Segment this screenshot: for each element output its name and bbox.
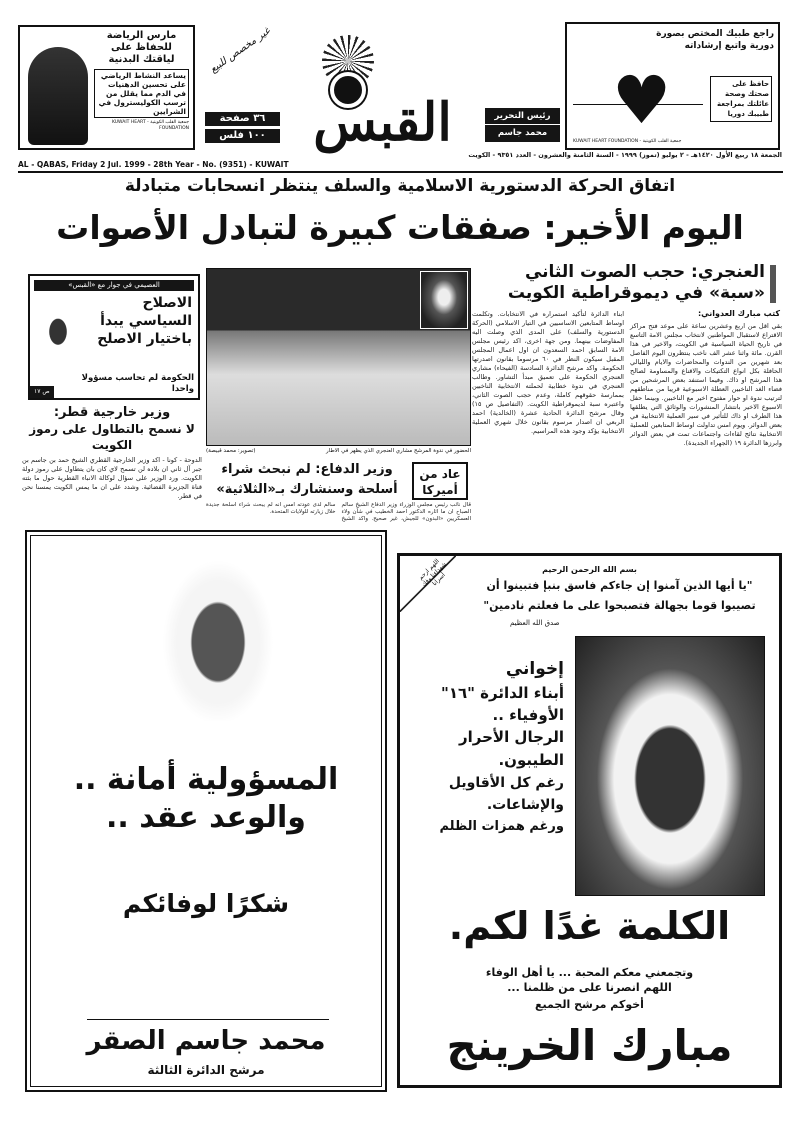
anizi-headline-2: «سبة» في ديموقراطية الكويت xyxy=(507,283,765,303)
not-for-sale-label: غير مخصص للبيع xyxy=(208,25,273,76)
qatar-kicker: وزير خارجية قطر: xyxy=(53,405,171,420)
saqr-subtitle: مرشح الدائرة الثالثة xyxy=(147,1063,265,1077)
reform-bullet: الحكومة لم تحاسب مسؤولا واحدا xyxy=(81,373,194,394)
verse-end: صدق الله العظيم xyxy=(510,619,560,627)
line-8: ورغم همزات الظلم xyxy=(439,819,564,834)
anizi-headline xyxy=(470,262,765,304)
photo-caption xyxy=(206,448,471,455)
qatar-story xyxy=(22,404,202,501)
masthead-rule xyxy=(18,171,783,173)
lead-headline: اليوم الأخير: صفقات كبيرة لتبادل الأصوات xyxy=(56,208,744,247)
ad-sponsor: جمعية القلب الكويتية - KUWAIT HEART FOUNDATION xyxy=(111,120,189,131)
event-photo xyxy=(206,268,471,446)
line-4: الرجال الأحرار xyxy=(458,728,564,746)
line-1: إخواني xyxy=(505,659,564,679)
ad-left-top xyxy=(18,25,195,150)
khraineej-name: مبارك الخرينج xyxy=(446,1021,733,1070)
verse-1: "يا أيها الذين آمنوا إن جاءكم فاسق بنبإ فتبينوا أن xyxy=(486,579,753,592)
ecg-line xyxy=(573,104,703,105)
prayer-2: اللهم انصرنا على من ظلمنا ... xyxy=(507,981,672,994)
ad-title: راجع طبيك المختص بصورة دورية واتبع إرشاداته xyxy=(656,29,774,51)
line-3: الأوفياء .. xyxy=(492,706,564,724)
ad-title: مارس الرياضة للحفاظ على لياقتك البدنية xyxy=(106,30,177,65)
date-arabic: الجمعة ١٨ ربيع الأول ١٤٢٠هـ - ٢ يوليو (تموز) ١٩٩٩ - السنة الثامنة والعشرون - العدد ٩٣٥١ - الكويت xyxy=(468,151,782,159)
lead-kicker: اتفاق الحركة الدستورية الاسلامية والسلف ينتظر انسحابات متبادلة xyxy=(124,176,676,196)
page-ref: ص ١٧ xyxy=(30,386,54,398)
editor-box xyxy=(485,108,560,154)
qatar-body: الدوحة - كونا - اكد وزير الخارجية القطري الشيخ حمد بن جاسم بن جبر آل ثاني ان بلاده لن تسمح لاي كان بان يتطاول على رموز دولة الكويت. ورد الوزير على سؤال لوكالة الانباء القطرية حول ما بثته قناة الجزيرة الفضائية. وشدد على ان ما يمس الكويت يمسنا نحن في قطر. xyxy=(22,456,202,500)
khraineej-lines xyxy=(402,656,564,838)
candidate-inset-photo xyxy=(420,271,468,329)
ad-saqr xyxy=(25,530,387,1092)
defense-headline xyxy=(206,460,408,500)
editor-name: محمد جاسم الصقر xyxy=(497,128,548,154)
line-2: أبناء الدائرة "١٦" xyxy=(441,684,564,702)
reform-kicker: العصيمي في جوار مع «القبس» xyxy=(34,280,194,291)
runner-illustration xyxy=(28,47,88,145)
ad-sponsor: جمعية القلب الكويتية - KUWAIT HEART FOUNDATION xyxy=(573,139,682,144)
line-5: الطيبون. xyxy=(498,751,564,769)
pages-badge: ٣٦ صفحة xyxy=(205,112,280,126)
reform-interview-box xyxy=(28,274,200,400)
interviewee-photo xyxy=(38,302,78,356)
ad-body: حافظ على صحتك وصحة عائلتك بمراجعة طبيبك دوريا xyxy=(710,76,772,122)
reform-headline: الاصلاح السياسي يبدأ باختيار الاصلح xyxy=(97,295,192,347)
newspaper-logo: القبس xyxy=(313,92,452,153)
saqr-name: محمد جاسم الصقر xyxy=(86,1026,326,1056)
ad-body: يساعد النشاط الرياضي على تحسين الدهنيات في الدم مما يقلل من ترسب الكوليسترول في الشرايين xyxy=(94,69,189,118)
ad-khraineej xyxy=(397,553,782,1088)
saqr-thanks: شكرًا لوفائكم xyxy=(122,889,290,918)
ribbon-text: اللهم ارحم شهداءنا وفك أسرانا xyxy=(417,557,448,589)
price-badge: ١٠٠ فلس xyxy=(205,129,280,143)
heart-icon: ♥ xyxy=(612,62,672,139)
byline: كتب مبارك العدواني: xyxy=(697,309,780,318)
saqr-line-1: المسؤولية أمانة .. xyxy=(73,762,339,797)
candidate-photo xyxy=(153,546,283,721)
line-7: والإشاعات. xyxy=(486,797,564,813)
editor-label: رئيس التحرير xyxy=(485,108,560,125)
ad-right-top xyxy=(565,22,780,150)
candidate-photo xyxy=(575,636,765,896)
defense-tag: عاد من أميركا xyxy=(412,462,468,500)
divider xyxy=(87,1019,329,1020)
anizi-col-left: ابناء الدائرة لتأكيد استمراره في الانتخابات. وتكلمت اوساط المتابعين الاساسيين في التيار الاسلامي (الحركة الدستورية والسلف) على المدى الذي وصلت اليه المفاوضات بينهما. ومن جهة اخرى، اكد رئيس مجلس الامة السابق احمد السعدون ان اول اعمال المجلس المقبل سيكون النظر في ٦٠ مرسوما بقانون اصدرتها الحكومة. واكد مرشح الدائرة السادسة (الفيحاء) مشاري العنجري الحكومة على تعميق مبدأ التشاور. وطالب العنجري في ندوة خطابية لحملته الانتخابية الناخبين بممارسة حقوقهم كاملة، وعدم حجب الصوت الثاني، واعتبره سبة لديموقراطية الكويت. (التفاصيل ص ١٥) وقال مرشح الدائرة الحادية عشرة (الخالدية) احمد الربعي ان اصدار مرسوم بقانون خلال شهري العملية الانتخابية يؤكد وجود هذه المراسيم. xyxy=(472,310,624,435)
anizi-col-right: بقي اقل من اربع وعشرين ساعة على موعد فتح مراكز الاقتراع لاستقبال المواطنين لانتخاب مجلس الامة التاسع في تاريخ الحياة السياسية في الكويت، والاخير في هذا القرن. مائة واثنا عشر الف ناخب ينتظرون اليوم الفاصل بعد شهرين من الندوات والمحاضرات والايام والليالي الحافلة بكل انواع التكتيكات والاقناع والمساومة لصالح هذا المرشح او ذاك. وفيما استنفد بعض المرشحين من فضاء الغد الناخبين العطلة الاسبوعية قريبا من مناطقهم لترتيب ندوة او حوار مفتوح اخير مع الناخبين. وبينما حفل الاسبوع الاخير بانتشار المنشورات والوثائق التي يطلقها هذا الطرف او ذاك للتأثير في سير العملية الانتخابية في بعض الدوائر. ويوم امس تداولت اوساط المتابعين للعملية الانتخابية نتائج لقاءات واجتماعات تمت في بعض الدوائر وابرزها الدائرة ١٩ (الجهراء الجديدة). xyxy=(630,322,782,447)
anizi-headline-1: العنجري: حجب الصوت الثاني xyxy=(524,262,765,282)
caption-text: الحضور في ندوة المرشح مشاري العنجري الذي يظهر في الاطار xyxy=(326,448,471,454)
saqr-line-2: والوعد عقد .. xyxy=(106,800,306,835)
signoff: أخوكم مرشح الجميع xyxy=(535,998,644,1011)
defense-headline-1: وزير الدفاع: لم نبحث شراء xyxy=(221,462,393,477)
prayer-1: وتجمعني معكم المحبة ... يا أهل الوفاء xyxy=(485,966,694,979)
verse-2: تصيبوا قوما بجهالة فتصبحوا على ما فعلتم نادمين" xyxy=(483,599,756,612)
date-english: AL - QABAS, Friday 2 Jul. 1999 - 28th Year - No. (9351) - KUWAIT xyxy=(18,160,289,169)
line-6: رغم كل الأقاويل xyxy=(448,775,564,791)
qatar-headline: لا نسمح بالتطاول على رموز الكويت xyxy=(29,422,195,452)
slogan: الكلمة غدًا لكم. xyxy=(448,904,731,948)
photo-credit: (تصوير: محمد قبيصة) xyxy=(206,448,256,454)
basmala: بسم الله الرحمن الرحيم xyxy=(542,565,637,574)
defense-headline-2: أسلحة وسنشارك بـ«الثلاثية» xyxy=(216,482,398,497)
story-marker xyxy=(770,265,776,303)
defense-body: قال نائب رئيس مجلس الوزراء وزير الدفاع الشيخ سالم الصباح ان ما اثاره الدكتور احمد الخطيب في شأن ولاء العسكريين «البدون» للجيش، غير صحيح. واكد الشيخ سالم لدى عودته امس انه لم يبحث شراء اسلحة جديدة خلال زيارته للولايات المتحدة. xyxy=(206,502,471,522)
